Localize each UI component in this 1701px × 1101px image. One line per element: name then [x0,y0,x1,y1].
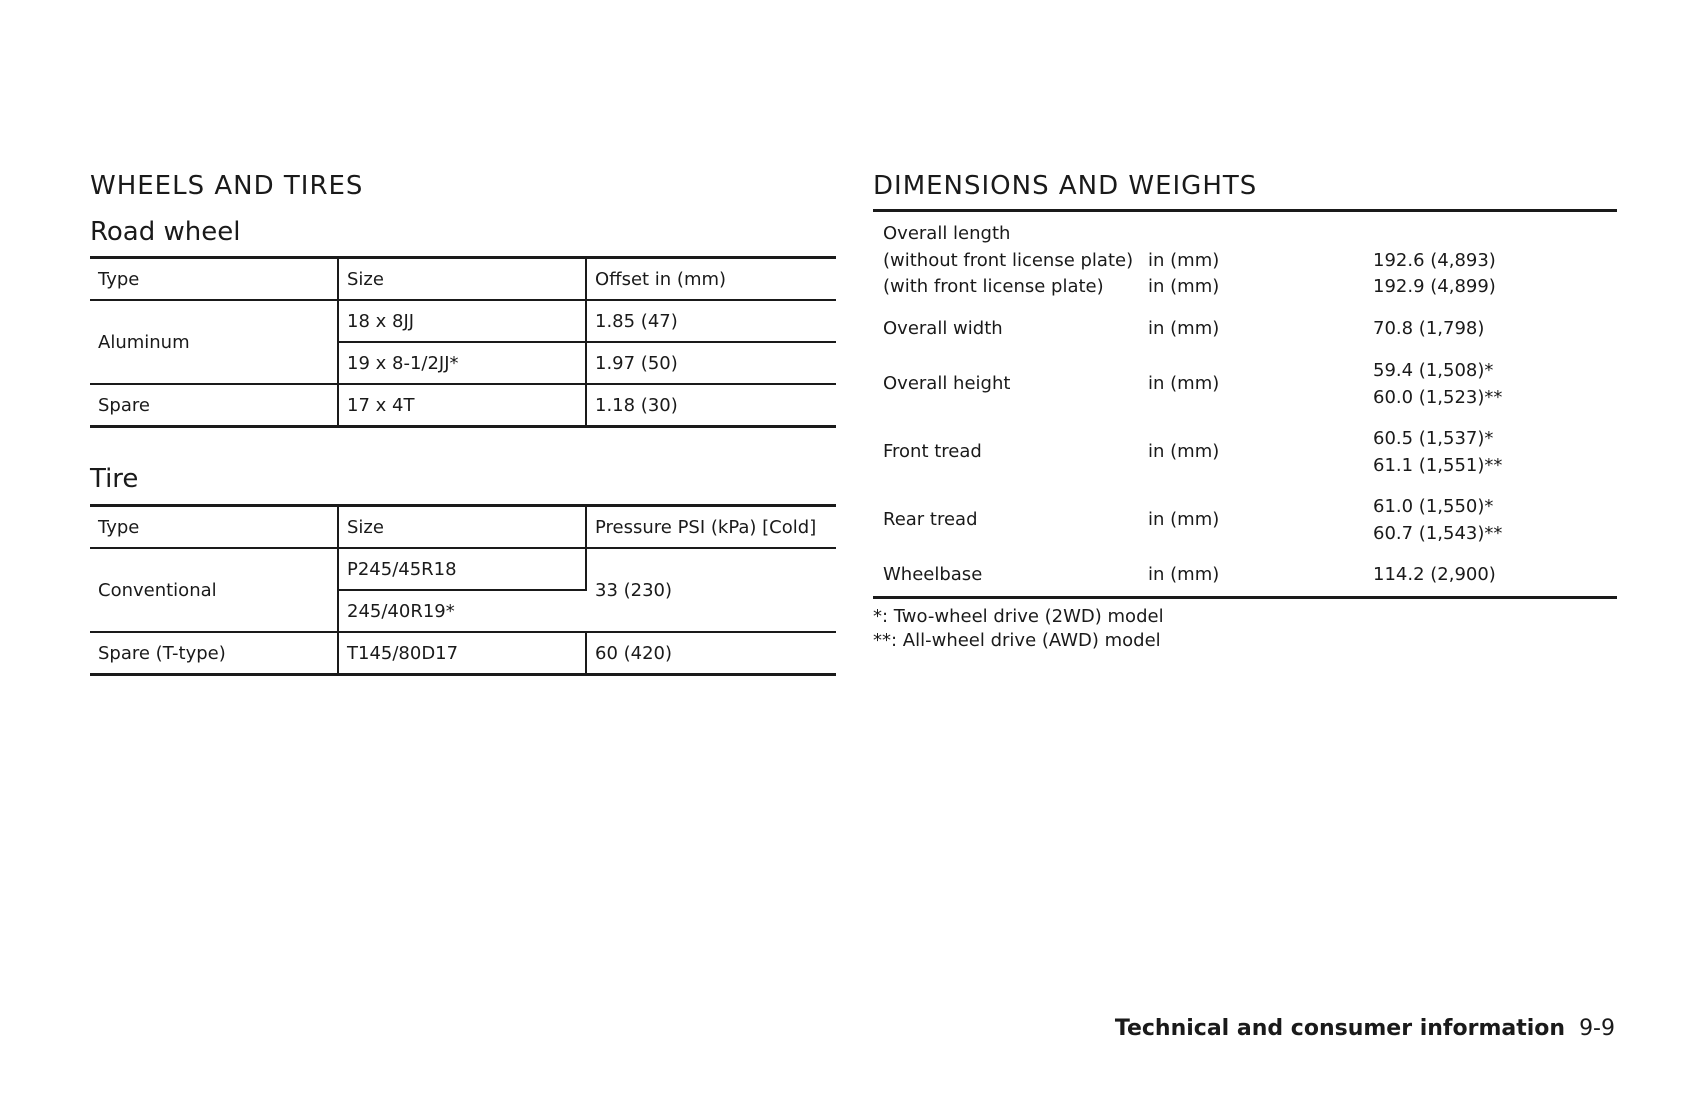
dim-label: Wheelbase [883,564,983,585]
type-cell: Spare (T-type) [90,632,338,675]
dim-sublabel: (without front license plate) [883,250,1134,271]
dim-label: Rear tread [883,509,978,530]
dim-value: 61.1 (1,551)** [1373,455,1503,476]
table-row [90,506,836,549]
dim-value: 60.5 (1,537)* [1373,428,1494,449]
table-row [90,258,836,301]
size-cell: 17 x 4T [338,384,586,427]
table-row [90,548,836,590]
footer-title: Technical and consumer information [1114,1016,1566,1041]
size-cell: 19 x 8-1/2JJ* [338,342,586,384]
offset-cell: 1.97 (50) [586,342,836,384]
dim-value: 114.2 (2,900) [1373,564,1496,585]
dim-label: Front tread [883,441,982,462]
header-offset: Offset in (mm) [595,268,727,290]
dim-value: 59.4 (1,508)* [1373,360,1494,381]
offset-cell: 1.85 (47) [586,300,836,342]
type-cell: Aluminum [90,300,338,384]
dim-unit: in (mm) [1148,441,1220,462]
dim-unit: in (mm) [1148,509,1220,530]
header-size: Size [338,258,586,301]
dim-value: 60.7 (1,543)** [1373,523,1503,544]
dim-value: 60.0 (1,523)** [1373,387,1503,408]
dim-unit: in (mm) [1148,373,1220,394]
size-cell: 18 x 8JJ [338,300,586,342]
tire-table [90,504,836,676]
tire-title: Tire [90,464,139,494]
dim-sublabel: (with front license plate) [883,276,1104,297]
section-heading-dimensions-and-weights: DIMENSIONS AND WEIGHTS [873,171,1258,201]
dim-value: 192.9 (4,899) [1373,276,1496,297]
table-row [90,384,836,427]
dim-value: 70.8 (1,798) [1373,318,1485,339]
road-wheel-table [90,256,836,428]
table-row [90,300,836,342]
dim-value: 61.0 (1,550)* [1373,496,1494,517]
table-row [90,632,836,675]
size-cell: T145/80D17 [338,632,586,675]
pressure-cell: 60 (420) [586,632,836,675]
dim-unit: in (mm) [1148,250,1220,271]
size-cell: 245/40R19* [338,590,586,632]
dim-label: Overall height [883,373,1011,394]
footnote-awd: **: All-wheel drive (AWD) model [873,630,1161,651]
dim-value: 192.6 (4,893) [1373,250,1496,271]
offset-cell: 1.18 (30) [586,384,836,427]
divider [873,209,1617,212]
page-number: 9-9 [1579,1016,1615,1041]
dim-label: Overall length [883,223,1011,244]
dim-unit: in (mm) [1148,564,1220,585]
type-cell: Conventional [90,548,338,632]
dim-unit: in (mm) [1148,276,1220,297]
header-size: Size [338,506,586,549]
footnote-2wd: *: Two-wheel drive (2WD) model [873,606,1164,627]
dim-label: Overall width [883,318,1003,339]
dim-unit: in (mm) [1148,318,1220,339]
header-type: Type [90,506,338,549]
road-wheel-title: Road wheel [90,217,241,247]
header-pressure: Pressure PSI (kPa) [Cold] [595,516,817,538]
header-type: Type [90,258,338,301]
type-cell: Spare [90,384,338,427]
pressure-cell: 33 (230) [586,548,836,632]
section-heading-wheels-and-tires: WHEELS AND TIRES [90,171,364,201]
page-footer [1115,1016,1615,1041]
size-cell: P245/45R18 [338,548,586,590]
divider [873,596,1617,599]
